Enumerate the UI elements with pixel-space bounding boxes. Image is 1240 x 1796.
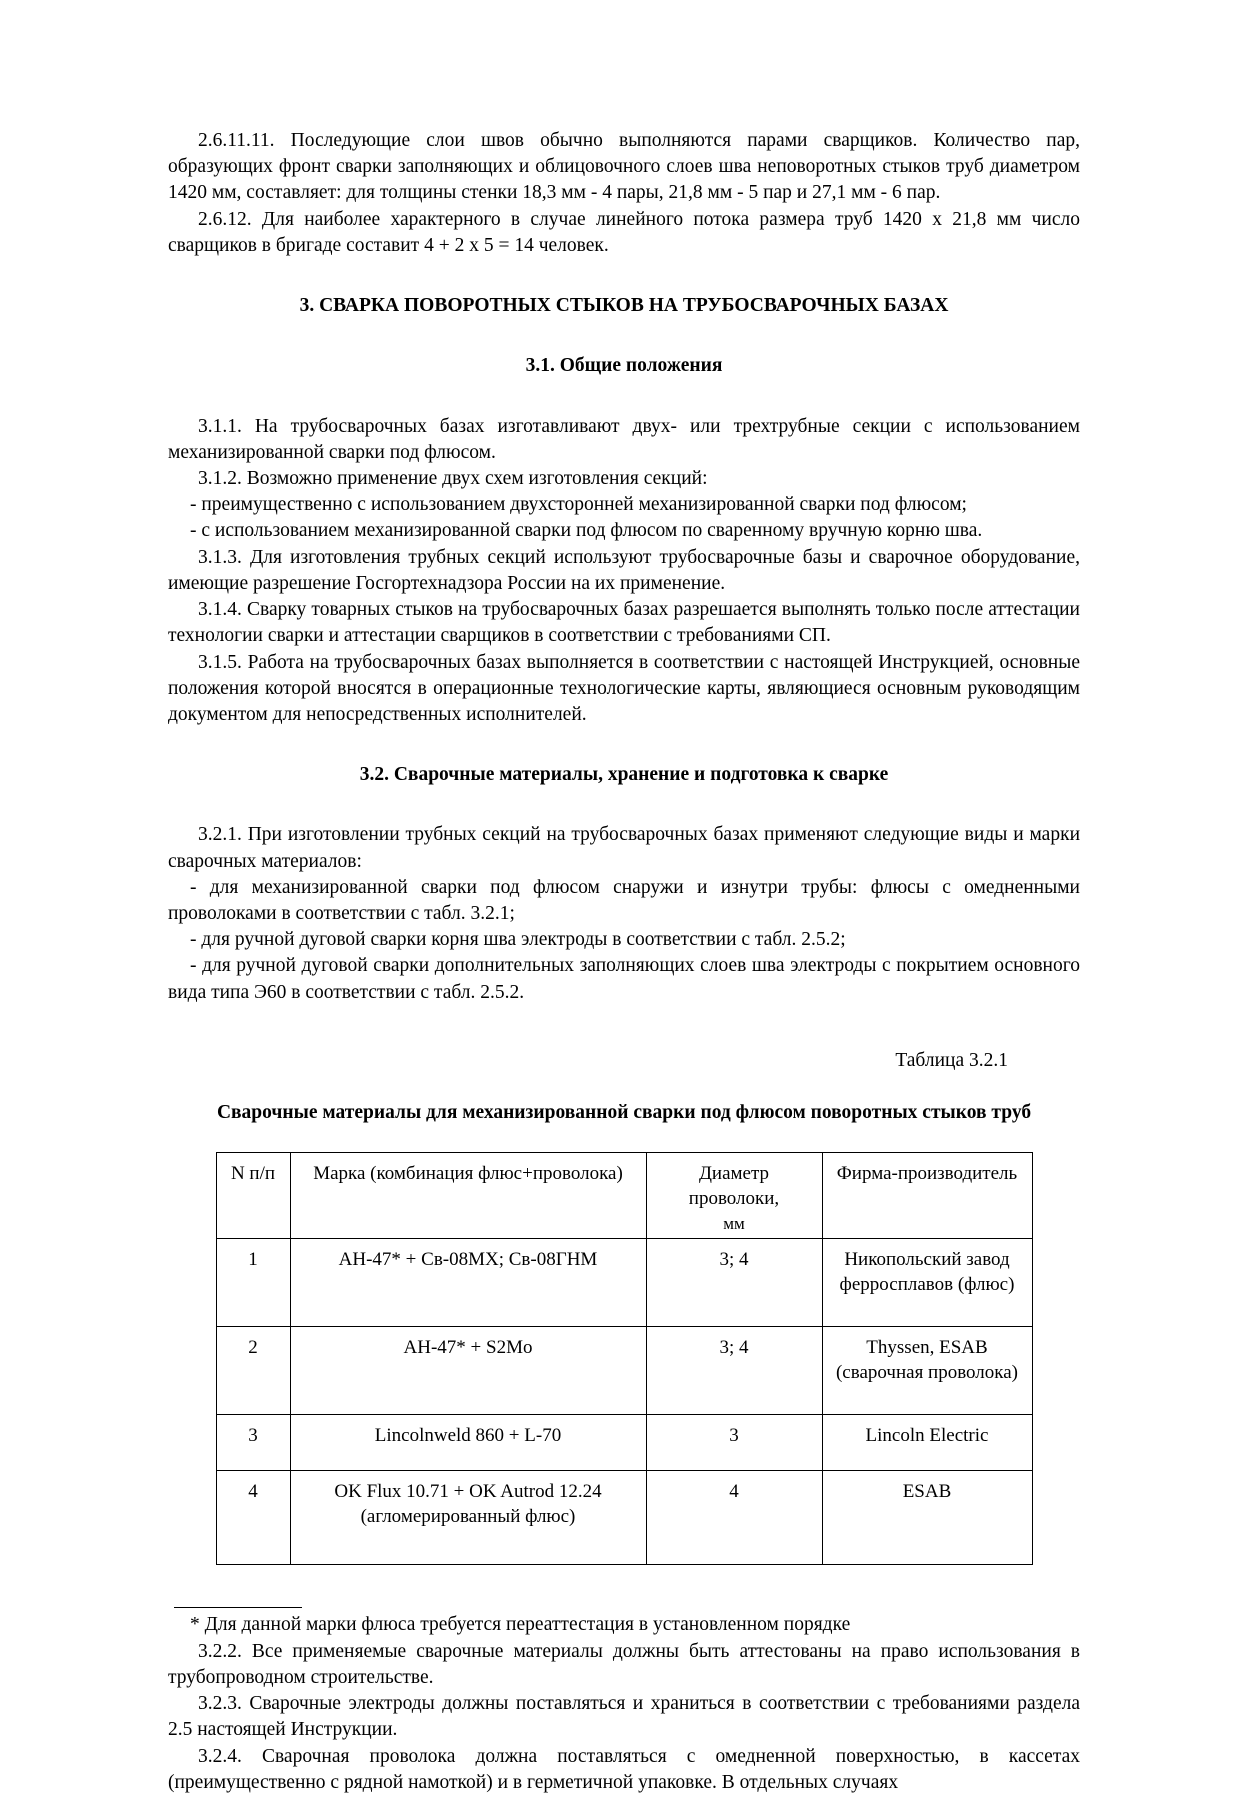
- paragraph-3-1-3: 3.1.3. Для изготовления трубных секций используют трубосварочные базы и сварочное оборудование, имеющие разрешение Госгортехнадзора России на их применение.: [168, 546, 1080, 594]
- paragraph-3-2-1: 3.2.1. При изготовлении трубных секций на трубосварочных базах применяют следующие виды и марки сварочных материалов:: [168, 824, 1080, 872]
- paragraph-2-6-12: 2.6.12. Для наиболее характерного в случае линейного потока размера труб 1420 х 21,8 мм число сварщиков в бригаде составит 4 + 2 х 5 = 14 человек.: [168, 208, 1080, 256]
- cell-firm-line1: Никопольский завод: [844, 1249, 1010, 1271]
- spacer: [168, 1006, 1080, 1048]
- cell-firm-line2: ферросплавов (флюс): [839, 1274, 1015, 1296]
- paragraph-3-1-4: 3.1.4. Сварку товарных стыков на трубосварочных базах разрешается выполнять только после аттестации технологии сварки и аттестации сварщиков в соответствии с требованиями СП.: [168, 599, 1080, 647]
- cell-firm-line1: Thyssen, ESAB: [866, 1337, 988, 1359]
- list-item-3-2-1-a: - для механизированной сварки под флюсом снаружи и изнутри трубы: флюсы с омедненными проволоками в соответствии с табл. 3.2.1;: [168, 876, 1080, 925]
- cell-mark: АН-47* + S2Mo: [290, 1327, 646, 1415]
- table-number-label: Таблица 3.2.1: [895, 1049, 1008, 1071]
- cell-num: 2: [216, 1327, 290, 1415]
- subsection-heading-3-1: 3.1. Общие положения: [525, 355, 723, 377]
- footnote-text: * Для данной марки флюса требуется переаттестация в установленном порядке: [190, 1614, 851, 1636]
- cell-diameter: 3; 4: [646, 1327, 822, 1415]
- table-row: [216, 1415, 1032, 1471]
- cell-diameter: 4: [646, 1471, 822, 1565]
- spacer: [168, 259, 1080, 293]
- table-caption: Сварочные материалы для механизированной сварки под флюсом поворотных стыков труб: [216, 1102, 1032, 1124]
- spacer: [168, 1565, 1080, 1607]
- subsection-heading-3-2: 3.2. Сварочные материалы, хранение и подготовка к сварке: [359, 764, 889, 786]
- list-item-3-2-1-b: - для ручной дуговой сварки корня шва электроды в соответствии с табл. 2.5.2;: [190, 929, 846, 951]
- cell-mark: АН-47* + Св-08МХ; Св-08ГНМ: [290, 1239, 646, 1327]
- cell-diameter: 3; 4: [646, 1239, 822, 1327]
- paragraph-3-1-5: 3.1.5. Работа на трубосварочных базах выполняется в соответствии с настоящей Инструкцией, основные положения которой вносятся в операционные технологические карты, являющиеся основным руководящим документом для непосредственных исполнителей.: [168, 651, 1080, 725]
- table-header-num: N п/п: [216, 1153, 290, 1239]
- cell-mark-line2: (агломерированный флюс): [360, 1506, 576, 1528]
- paragraph-3-1-2: 3.1.2. Возможно применение двух схем изготовления секций:: [198, 467, 708, 489]
- table-header-diameter-main: Диаметр проволоки,: [688, 1163, 780, 1210]
- cell-firm: [822, 1327, 1032, 1415]
- section-heading-3: 3. СВАРКА ПОВОРОТНЫХ СТЫКОВ НА ТРУБОСВАРОЧНЫХ БАЗАХ: [299, 295, 949, 317]
- cell-firm-line2: (сварочная проволока): [835, 1362, 1018, 1384]
- spacer: [168, 319, 1080, 353]
- cell-firm: [822, 1239, 1032, 1327]
- cell-diameter: 3: [646, 1415, 822, 1471]
- table-row: [216, 1471, 1032, 1565]
- table-header-mark: Марка (комбинация флюс+проволока): [290, 1153, 646, 1239]
- cell-mark: Lincolnweld 860 + L-70: [290, 1415, 646, 1471]
- table-row: [216, 1239, 1032, 1327]
- welding-materials-table: [216, 1152, 1033, 1565]
- table-header-diameter-unit: мм: [723, 1213, 745, 1233]
- paragraph-2-6-11-11: 2.6.11.11. Последующие слои швов обычно выполняются парами сварщиков. Количество пар, образующих фронт сварки заполняющих и облицовочного слоев шва неповоротных стыков труб диаметром 1420 мм, составляет: для толщины стенки 18,3 мм - 4 пары, 21,8 мм - 5 пар и 27,1 мм - 6 пар.: [168, 130, 1080, 204]
- list-item-3-2-1-c: - для ручной дуговой сварки дополнительных заполняющих слоев шва электроды с покрытием основного вида типа Э60 в соответствии с табл. 2.5.2.: [168, 955, 1080, 1003]
- list-item-3-1-2-a: - преимущественно с использованием двухсторонней механизированной сварки под флюсом;: [190, 494, 967, 516]
- paragraph-3-1-1: 3.1.1. На трубосварочных базах изготавливают двух- или трехтрубные секции с использованием механизированной сварки под флюсом.: [168, 415, 1080, 463]
- cell-mark: [290, 1471, 646, 1565]
- spacer: [168, 1126, 1080, 1152]
- cell-num: 1: [216, 1239, 290, 1327]
- table-header-diameter: [646, 1153, 822, 1239]
- cell-num: 4: [216, 1471, 290, 1565]
- spacer: [168, 380, 1080, 414]
- cell-num: 3: [216, 1415, 290, 1471]
- cell-firm: Lincoln Electric: [822, 1415, 1032, 1471]
- table-header-row: [216, 1153, 1032, 1239]
- spacer: [168, 728, 1080, 762]
- table-row: [216, 1327, 1032, 1415]
- footnote-separator: [174, 1607, 302, 1608]
- table-header-firm: Фирма-производитель: [822, 1153, 1032, 1239]
- spacer: [168, 1074, 1080, 1100]
- cell-firm: ESAB: [822, 1471, 1032, 1565]
- paragraph-3-2-2: 3.2.2. Все применяемые сварочные материалы должны быть аттестованы на право использования в трубопроводном строительстве.: [168, 1640, 1080, 1688]
- paragraph-3-2-4: 3.2.4. Сварочная проволока должна поставляться с омедненной поверхностью, в кассетах (преимущественно с рядной намоткой) и в герметичной упаковке. В отдельных случаях: [168, 1745, 1080, 1793]
- list-item-3-1-2-b: - с использованием механизированной сварки под флюсом по сваренному вручную корню шва.: [190, 520, 983, 542]
- spacer: [168, 788, 1080, 822]
- cell-mark-line1: OK Flux 10.71 + OK Autrod 12.24: [334, 1481, 602, 1503]
- paragraph-3-2-3: 3.2.3. Сварочные электроды должны поставляться и храниться в соответствии с требованиями раздела 2.5 настоящей Инструкции.: [168, 1693, 1080, 1741]
